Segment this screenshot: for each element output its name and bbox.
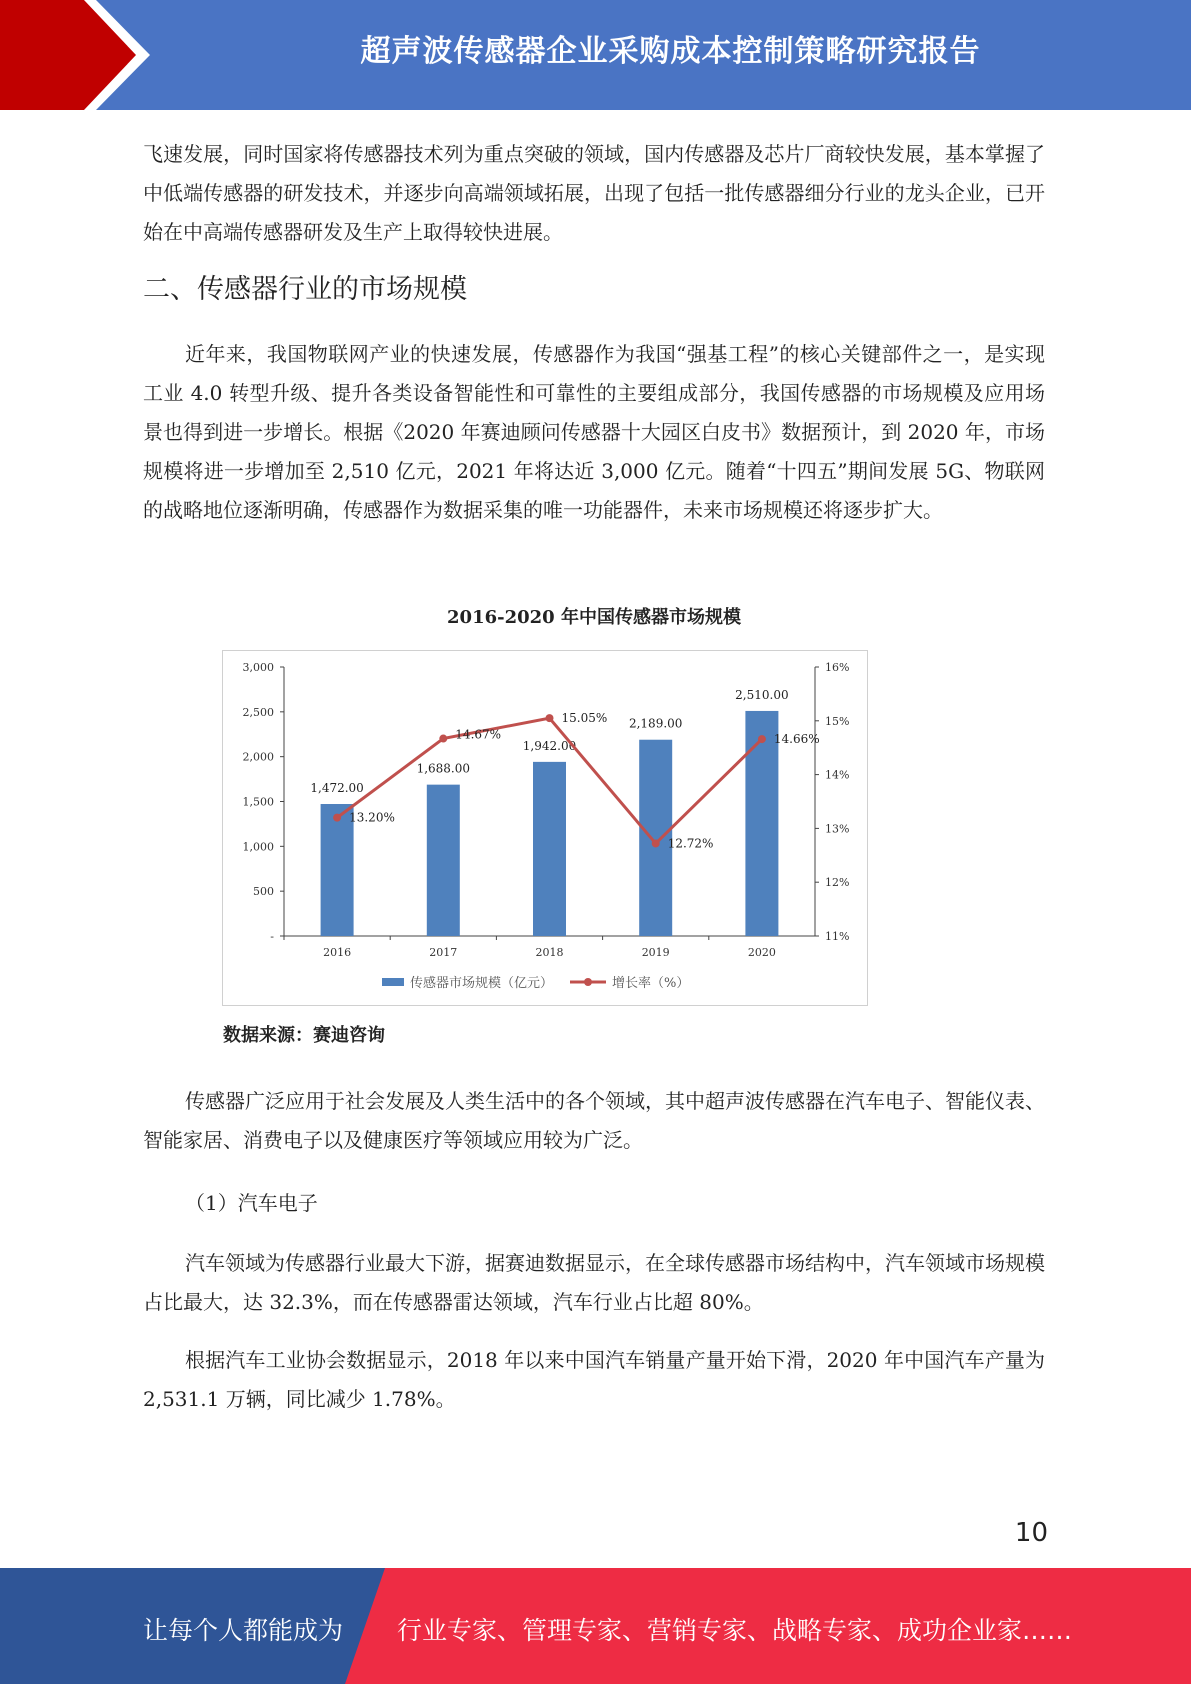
footer-slogan-left: 让每个人都能成为 bbox=[143, 1616, 344, 1645]
y-left-tick-label: 1,500 bbox=[242, 795, 274, 809]
legend-line-marker bbox=[584, 978, 592, 986]
x-tick-label-2019: 2019 bbox=[641, 946, 670, 959]
y-left-tick-label: 500 bbox=[253, 885, 274, 899]
y-left-tick-label: - bbox=[270, 930, 274, 943]
paragraph-intro: 飞速发展，同时国家将传感器技术列为重点突破的领域，国内传感器及芯片厂商较快发展，基本掌握了中低端传感器的研发技术，并逐步向高端领域拓展，出现了包括一批传感器细分行业的龙头企业，已开始在中高端传感器研发及生产上取得较快进展。 bbox=[143, 142, 1045, 244]
growth-label-2016: 13.20% bbox=[349, 810, 395, 825]
legend-bar-swatch bbox=[382, 978, 404, 986]
bar-label-2016: 1,472.00 bbox=[310, 781, 364, 796]
y-left-tick-label: 2,000 bbox=[242, 750, 274, 764]
bar-label-2018: 1,942.00 bbox=[522, 738, 577, 753]
header-title: 超声波传感器企业采购成本控制策略研究报告 bbox=[360, 34, 981, 69]
paragraph-auto-production: 根据汽车工业协会数据显示，2018 年以来中国汽车销量产量开始下滑，2020 年中国汽车产量为 2,531.1 万辆，同比减少 1.78%。 bbox=[143, 1348, 1045, 1411]
paragraph-applications: 传感器广泛应用于社会发展及人类生活中的各个领域，其中超声波传感器在汽车电子、智能仪表、智能家居、消费电子以及健康医疗等领域应用较为广泛。 bbox=[143, 1089, 1045, 1152]
chart-title: 2016-2020 年中国传感器市场规模 bbox=[447, 607, 741, 628]
y-right-tick-label: 11% bbox=[825, 930, 850, 943]
x-tick-label-2017: 2017 bbox=[429, 946, 458, 959]
legend-line-label: 增长率（%） bbox=[612, 976, 690, 991]
y-left-tick-label: 3,000 bbox=[242, 661, 274, 674]
growth-point-2019 bbox=[652, 839, 660, 847]
growth-point-2018 bbox=[546, 714, 554, 722]
y-left-tick-label: 2,500 bbox=[242, 705, 274, 719]
x-tick-label-2020: 2020 bbox=[747, 946, 776, 959]
y-left-tick-label: 1,000 bbox=[242, 840, 274, 854]
chart-source: 数据来源：赛迪咨询 bbox=[223, 1025, 385, 1046]
y-right-tick-label: 16% bbox=[825, 661, 850, 674]
growth-point-2020 bbox=[758, 735, 766, 743]
paragraph-market: 近年来，我国物联网产业的快速发展，传感器作为我国“强基工程”的核心关键部件之一，是实现工业 4.0 转型升级、提升各类设备智能性和可靠性的主要组成部分，我国传感器的市场规模及应用场景也得到进一步增长。根据《2020 年赛迪顾问传感器十大园区白皮书》数据预计，到 2020 年，市场规模将进一步增加至 2,510 亿元，2021 年将达近 3,000 亿元。随着“十四五”期间发展 5G、物联网的战略地位逐渐明确，传感器作为数据采集的唯一功能器件，未来市场规模还将逐步扩大。 bbox=[143, 342, 1045, 522]
y-right-tick-label: 14% bbox=[825, 768, 850, 782]
section-heading: 二、传感器行业的市场规模 bbox=[143, 274, 467, 305]
y-right-tick-label: 13% bbox=[825, 822, 850, 836]
growth-label-2017: 14.67% bbox=[455, 727, 502, 742]
bar-label-2017: 1,688.00 bbox=[416, 761, 471, 776]
page-header bbox=[0, 0, 1191, 110]
y-right-tick-label: 12% bbox=[825, 876, 850, 890]
paragraph-auto-share: 汽车领域为传感器行业最大下游，据赛迪数据显示，在全球传感器市场结构中，汽车领域市场规模占比最大，达 32.3%，而在传感器雷达领域，汽车行业占比超 80%。 bbox=[143, 1251, 1045, 1314]
growth-point-2016 bbox=[333, 814, 341, 822]
x-tick-label-2016: 2016 bbox=[323, 946, 352, 959]
bar-label-2020: 2,510.00 bbox=[735, 687, 789, 702]
market-size-chart bbox=[222, 650, 868, 1006]
subheading-auto-electronics: （1）汽车电子 bbox=[185, 1191, 318, 1215]
bar-2017 bbox=[427, 785, 460, 936]
page-number: 10 bbox=[1014, 1518, 1048, 1548]
y-right-tick-label: 15% bbox=[825, 714, 850, 728]
growth-label-2020: 14.66% bbox=[773, 732, 820, 747]
growth-point-2017 bbox=[439, 735, 447, 743]
footer-slogan-right: 行业专家、管理专家、营销专家、战略专家、成功企业家…… bbox=[397, 1616, 1073, 1645]
legend-bar-label: 传感器市场规模（亿元） bbox=[410, 976, 554, 991]
growth-label-2019: 12.72% bbox=[667, 836, 714, 851]
header-arrow-decoration bbox=[0, 0, 160, 110]
bar-2018 bbox=[533, 762, 566, 936]
growth-label-2018: 15.05% bbox=[561, 711, 608, 726]
x-tick-label-2018: 2018 bbox=[535, 946, 564, 959]
bar-label-2019: 2,189.00 bbox=[628, 716, 683, 731]
